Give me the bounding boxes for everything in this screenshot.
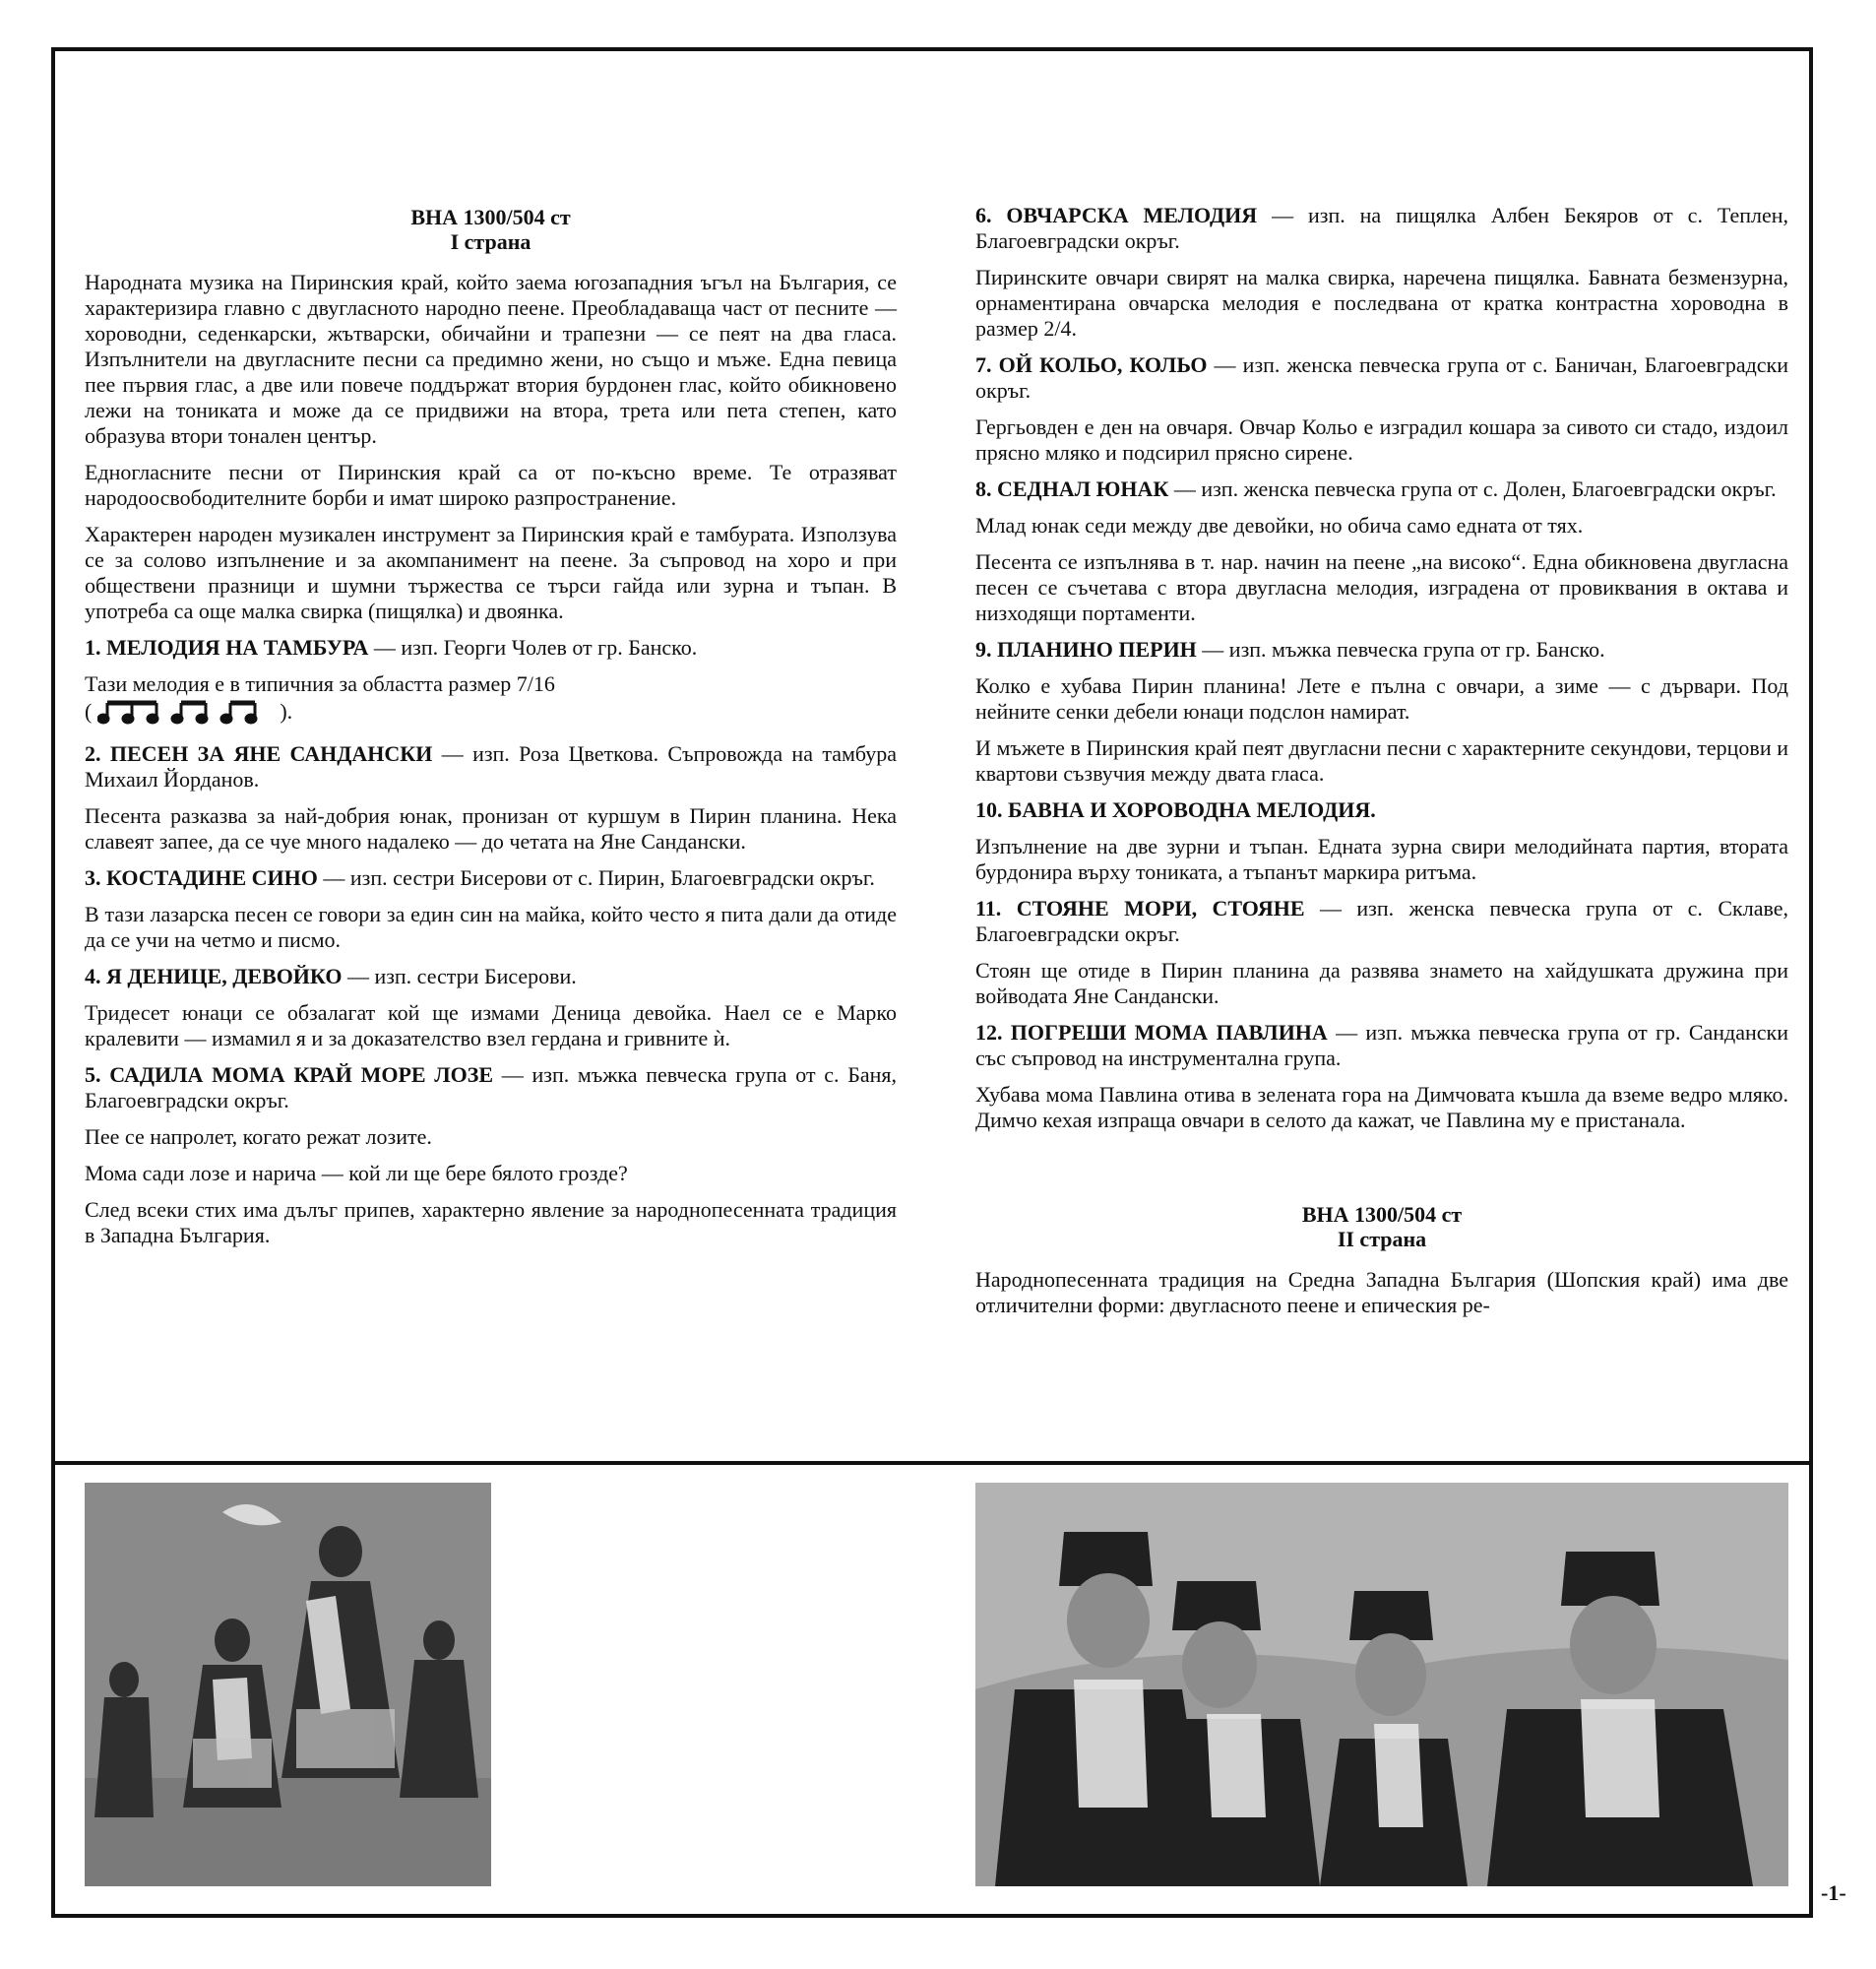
- track-3: [85, 865, 897, 891]
- track-title: БАВНА И ХОРОВОДНА МЕЛОДИЯ.: [1008, 797, 1376, 822]
- horizontal-divider: [55, 1461, 1809, 1465]
- track-credit: — изп. мъжка певческа група от гр. Банско.: [1196, 637, 1605, 662]
- track-3-note: В тази лазарска песен се говори за един син на майка, който често я пита дали да отиде да се учи на четмо и писмо.: [85, 902, 897, 952]
- track-12-note: Хубава мома Павлина отива в зелената гора на Димчовата къшла да вземе ведро мляко. Димчо кехая изпраща овчари в селото да кажат, че Павлина му е пристанала.: [975, 1082, 1788, 1132]
- page-number: -1-: [1821, 1880, 1846, 1905]
- track-number: 12.: [975, 1020, 1003, 1045]
- side1-catalog: ВНА 1300/504 ст: [410, 205, 571, 229]
- track-10: [975, 797, 1788, 823]
- track-5-note-1: Пее се напролет, когато режат лозите.: [85, 1124, 432, 1149]
- track-credit: — изп. мъжка певческа група от с. Баня, Благоевградски окръг.: [85, 1062, 898, 1112]
- side2-label: II страна: [1337, 1227, 1427, 1251]
- track-number: 7.: [975, 352, 992, 377]
- side2-catalog: ВНА 1300/504 ст: [1301, 1202, 1463, 1227]
- track-9-note-2: И мъжете в Пиринския край пеят двугласни песни с характерните секундови, терцови и квартови съзвучия между двата гласа.: [975, 735, 1788, 786]
- track-title: ПЕСЕН ЗА ЯНЕ САНДАНСКИ: [109, 741, 433, 766]
- track-number: 9.: [975, 637, 992, 662]
- track-8-note-2: Песента се изпълнява в т. нар. начин на пеене „на високо“. Една обикновена двугласна песен се съчетава с втора двугласна мелодия, изградена от провиквания в октава и низходящи портаменти.: [975, 549, 1788, 625]
- rhythm-note: [85, 671, 897, 730]
- track-4: [85, 964, 897, 989]
- track-5: [85, 1062, 897, 1113]
- track-2: [85, 741, 897, 793]
- track-12: [975, 1020, 1788, 1071]
- track-11: [975, 896, 1788, 947]
- side1-intro-3: Характерен народен музикален инструмент за Пиринския край е тамбурата. Използува се за солово изпълнение и за акомпанимент на пеене. За съпровод на хоро и при обществени празници и шумни тържества се търси гайда или зурна и тъпан. В употреба са още малка свирка (пищялка) и двоянка.: [85, 522, 897, 623]
- track-5-note-2: Мома сади лозе и нарича — кой ли ще бере бялото грозде?: [85, 1161, 628, 1185]
- track-title: САДИЛА МОМА КРАЙ МОРЕ ЛОЗЕ: [109, 1062, 494, 1087]
- side2-intro: Народнопесенната традиция на Средна Западна България (Шопския край) има две отличителни форми: двугласното пеене и епическия ре-: [975, 1267, 1788, 1317]
- track-9: [975, 637, 1788, 663]
- track-credit: — изп. мъжка певческа група от гр. Сандански със съпровод на инструментална група.: [975, 1020, 1788, 1070]
- track-number: 8.: [975, 476, 992, 501]
- track-number: 10.: [975, 797, 1003, 822]
- track-title: КОСТАДИНЕ СИНО: [106, 865, 318, 890]
- track-number: 5.: [85, 1062, 101, 1087]
- photo-dancing-women: [85, 1483, 491, 1886]
- track-7: [975, 352, 1788, 404]
- track-8: [975, 476, 1788, 502]
- track-credit: — изп. женска певческа група от с. Склаве, Благоевградски окръг.: [975, 896, 1788, 946]
- track-number: 4.: [85, 964, 101, 988]
- eighth-notes-icon: [97, 697, 275, 730]
- photo-singing-men: [975, 1483, 1788, 1886]
- track-title: СЕДНАЛ ЮНАК: [997, 476, 1169, 501]
- track-credit: — изп. Роза Цветкова. Съпровожда на тамбура Михаил Йорданов.: [85, 741, 898, 792]
- side2-header: [975, 1202, 1788, 1251]
- track-11-note: Стоян ще отиде в Пирин планина да развява знамето на хайдушката дружина при войводата Яне Сандански.: [975, 958, 1788, 1008]
- track-10-note: Изпълнение на две зурни и тъпан. Едната зурна свири мелодийната партия, втората бурдонира върху тониката, а тъпанът маркира ритъма.: [975, 834, 1788, 884]
- track-6-note: Пиринските овчари свирят на малка свирка, наречена пищялка. Бавната безмензурна, орнаментирана овчарска мелодия е последвана от кратка контрастна хороводна в размер 2/4.: [975, 265, 1788, 341]
- track-credit: — изп. Георги Чолев от гр. Банско.: [368, 635, 698, 660]
- track-1: [85, 635, 897, 661]
- track-9-note-1: Колко е хубава Пирин планина! Лете е пълна с овчари, а зиме — с дървари. Под нейните сенки дебели юнаци подслон намират.: [975, 673, 1788, 724]
- track-number: 2.: [85, 741, 101, 766]
- track-title: ПЛАНИНО ПЕРИН: [997, 637, 1197, 662]
- track-title: МЕЛОДИЯ НА ТАМБУРА: [106, 635, 369, 660]
- track-2-note: Песента разказва за най-добрия юнак, пронизан от куршум в Пирин планина. Нека славеят запее, да се чуе много надалеко — до четата на Яне Сандански.: [85, 803, 897, 854]
- rhythm-text: Тази мелодия е в типичния за областта размер 7/16: [85, 671, 555, 696]
- left-column: [85, 205, 897, 1259]
- track-credit: — изп. женска певческа група от с. Баничан, Благоевградски окръг.: [975, 352, 1788, 403]
- track-number: 1.: [85, 635, 101, 660]
- track-5-note-3: След всеки стих има дълъг припев, характерно явление за народнопесенната традиция в Западна България.: [85, 1197, 897, 1247]
- track-8-note-1: Млад юнак седи между две девойки, но обича само едната от тях.: [975, 513, 1584, 538]
- track-credit: — изп. сестри Бисерови.: [342, 964, 577, 988]
- side1-label: I страна: [450, 229, 532, 254]
- track-number: 11.: [975, 896, 1002, 921]
- track-number: 6.: [975, 203, 992, 227]
- right-column: [975, 203, 1788, 1329]
- track-6: [975, 203, 1788, 254]
- rhythm-close: ).: [280, 699, 293, 725]
- track-title: СТОЯНЕ МОРИ, СТОЯНЕ: [1016, 896, 1305, 921]
- track-credit: — изп. сестри Бисерови от с. Пирин, Благоевградски окръг.: [317, 865, 875, 890]
- track-4-note: Тридесет юнаци се обзалагат кой ще измами Деница девойка. Наел се е Марко кралевити — измамил я и за доказателство взел гердана и гривните ѝ.: [85, 1000, 897, 1050]
- track-number: 3.: [85, 865, 101, 890]
- track-credit: — изп. женска певческа група от с. Долен, Благоевградски окръг.: [1168, 476, 1777, 501]
- track-title: Я ДЕНИЦЕ, ДЕВОЙКО: [106, 964, 343, 988]
- page-frame: [51, 47, 1813, 1918]
- side1-intro-1: Народната музика на Пиринския край, който заема югозападния ъгъл на България, се характеризира главно с двугласното народно пеене. Преобладаваща част от песните — хороводни, седенкарски, жътварски, обичайни и трапезни — се пеят на два гласа. Изпълнители на двугласните песни са предимно жени, но също и мъже. Една певица пее първия глас, а две или повече поддържат втория бурдонен глас, който обикновено лежи на тониката и може да се придвижи на втора, трета или пета степен, като образува втори тонален център.: [85, 270, 897, 448]
- track-7-note: Гергьовден е ден на овчаря. Овчар Кольо е изградил кошара за сивото си стадо, издоил прясно мляко и подсирил прясно сирене.: [975, 414, 1788, 465]
- track-title: ОВЧАРСКА МЕЛОДИЯ: [1006, 203, 1258, 227]
- track-credit: — изп. на пищялка Албен Бекяров от с. Теплен, Благоевградски окръг.: [975, 203, 1789, 253]
- side1-intro-2: Едногласните песни от Пиринския край са от по-късно време. Те отразяват народоосвободителните борби и имат широко разпространение.: [85, 460, 897, 510]
- side1-header: [85, 205, 897, 254]
- track-title: ПОГРЕШИ МОМА ПАВЛИНА: [1010, 1020, 1328, 1045]
- rhythm-open: (: [85, 699, 93, 725]
- track-title: ОЙ КОЛЬО, КОЛЬО: [998, 352, 1208, 377]
